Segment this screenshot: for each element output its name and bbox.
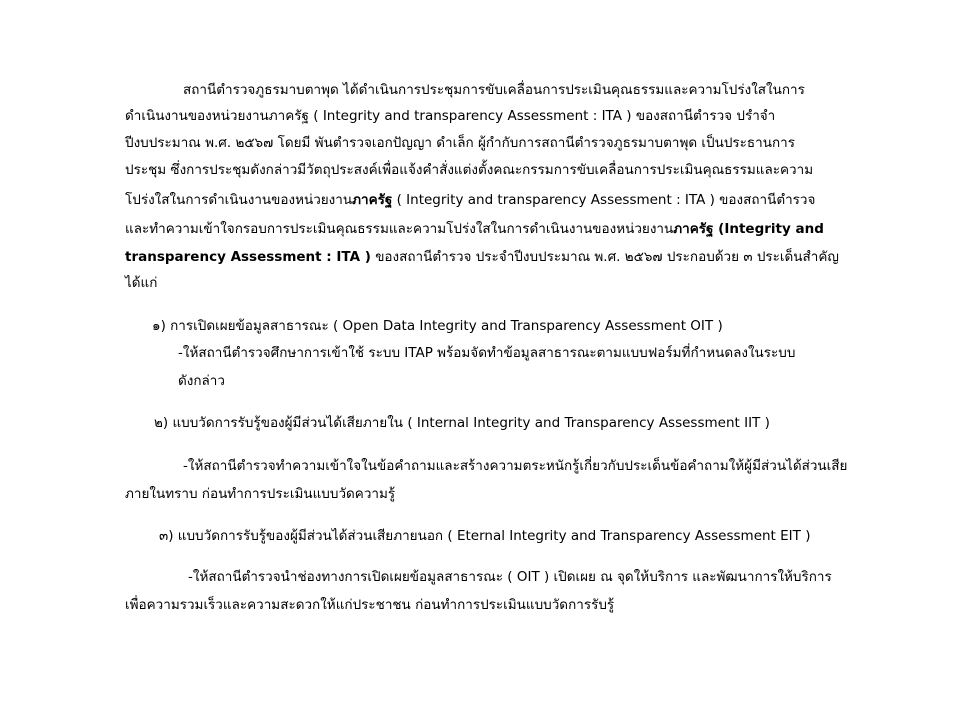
item-1-detail-1: [178, 343, 795, 363]
item-1-heading: [152, 316, 723, 336]
intro-line-5: [125, 190, 815, 210]
intro-bold-6b: ภาครัฐ (Integrity and: [673, 221, 824, 237]
item-1-detail-2: [178, 371, 225, 391]
intro-text-3: ปีงบประมาณ พ.ศ. ๒๕๖๗ โดยมี พันตำรวจเอกปัญญา ดำเล็ก ผู้กำกับการสถานีตำรวจภูธรมาบตาพุด เป็นประธานการ: [125, 135, 795, 151]
intro-bold-5b: ภาครัฐ: [352, 192, 393, 208]
intro-text-5c: ( Integrity and transparency Assessment : ITA ) ของสถานีตำรวจ: [392, 192, 816, 208]
intro-line-6: [125, 219, 824, 239]
intro-text-2: ดำเนินงานของหน่วยงานภาครัฐ ( Integrity and transparency Assessment : ITA ) ของสถานีตำรวจ ปรำจำ: [125, 108, 776, 124]
intro-text-8: ได้แก่: [125, 275, 158, 291]
intro-text-1: สถานีตำรวจภูธรมาบตาพุด ได้ดำเนินการประชุมการขับเคลื่อนการประเมินคุณธรรมและความโปร่งใสในการ: [183, 82, 805, 98]
item-3-heading-text: ๓) แบบวัดการรับรู้ของผู้มีส่วนได้ส่วนเสียภายนอก ( Eternal Integrity and Transparency Assessment EIT ): [159, 528, 811, 544]
intro-text-6a: และทำความเข้าใจกรอบการประเมินคุณธรรมและความโปร่งใสในการดำเนินงานของหน่วยงาน: [125, 221, 674, 237]
item-3-heading: [159, 526, 810, 546]
item-2-detail-2-text: ภายในทราบ ก่อนทำการประเมินแบบวัดความรู้: [125, 486, 396, 502]
intro-line-7: [125, 247, 839, 267]
item-2-detail-1-text: -ให้สถานีตำรวจทำความเข้าใจในข้อคำถามและสร้างความตระหนักรู้เกี่ยวกับประเด็นข้อคำถามให้ผู้มีส่วนได้ส่วนเสีย: [183, 458, 848, 474]
item-3-detail-1-text: -ให้สถานีตำรวจนำช่องทางการเปิดเผยข้อมูลสาธารณะ ( OIT ) เปิดเผย ณ จุดให้บริการ และพัฒนาการให้บริการ: [188, 569, 832, 585]
intro-text-4: ประชุม ซึ่งการประชุมดังกล่าวมีวัตถุประสงค์เพื่อแจ้งคำสั่งแต่งตั้งคณะกรรมการขับเคลื่อนการประเมินคุณธรรมและความ: [125, 162, 814, 178]
item-3-detail-2: [125, 595, 614, 615]
intro-line-2: [125, 106, 775, 126]
intro-text-7b: ของสถานีตำรวจ ประจำปีงบประมาณ พ.ศ. ๒๕๖๗ ประกอบด้วย ๓ ประเด็นสำคัญ: [370, 249, 839, 265]
item-2-detail-2: [125, 484, 395, 504]
item-1-detail-1-text: -ให้สถานีตำรวจศึกษาการเข้าใช้ ระบบ ITAP พร้อมจัดทำข้อมูลสาธารณะตามแบบฟอร์มที่กำหนดลงในระบบ: [178, 345, 796, 361]
intro-line-1: [183, 80, 805, 100]
intro-line-3: [125, 133, 795, 153]
intro-text-5a: โปร่งใสในการดำเนินงานของหน่วยงาน: [125, 192, 353, 208]
intro-line-8: [125, 273, 157, 293]
item-2-heading-text: ๒) แบบวัดการรับรู้ของผู้มีส่วนได้เสียภายใน ( Internal Integrity and Transparency Assessment IIT ): [154, 415, 770, 431]
item-3-detail-1: [188, 567, 832, 587]
item-1-detail-2-text: ดังกล่าว: [178, 373, 225, 389]
item-2-heading: [154, 413, 770, 433]
intro-bold-7a: transparency Assessment : ITA ): [125, 249, 371, 265]
intro-line-4: [125, 160, 813, 180]
item-2-detail-1: [183, 456, 847, 476]
item-3-detail-2-text: เพื่อความรวมเร็วและความสะดวกให้แก่ประชาชน ก่อนทำการประเมินแบบวัดการรับรู้: [125, 597, 615, 613]
item-1-heading-text: ๑) การเปิดเผยข้อมูลสาธารณะ ( Open Data Integrity and Transparency Assessment OIT ): [152, 318, 723, 334]
